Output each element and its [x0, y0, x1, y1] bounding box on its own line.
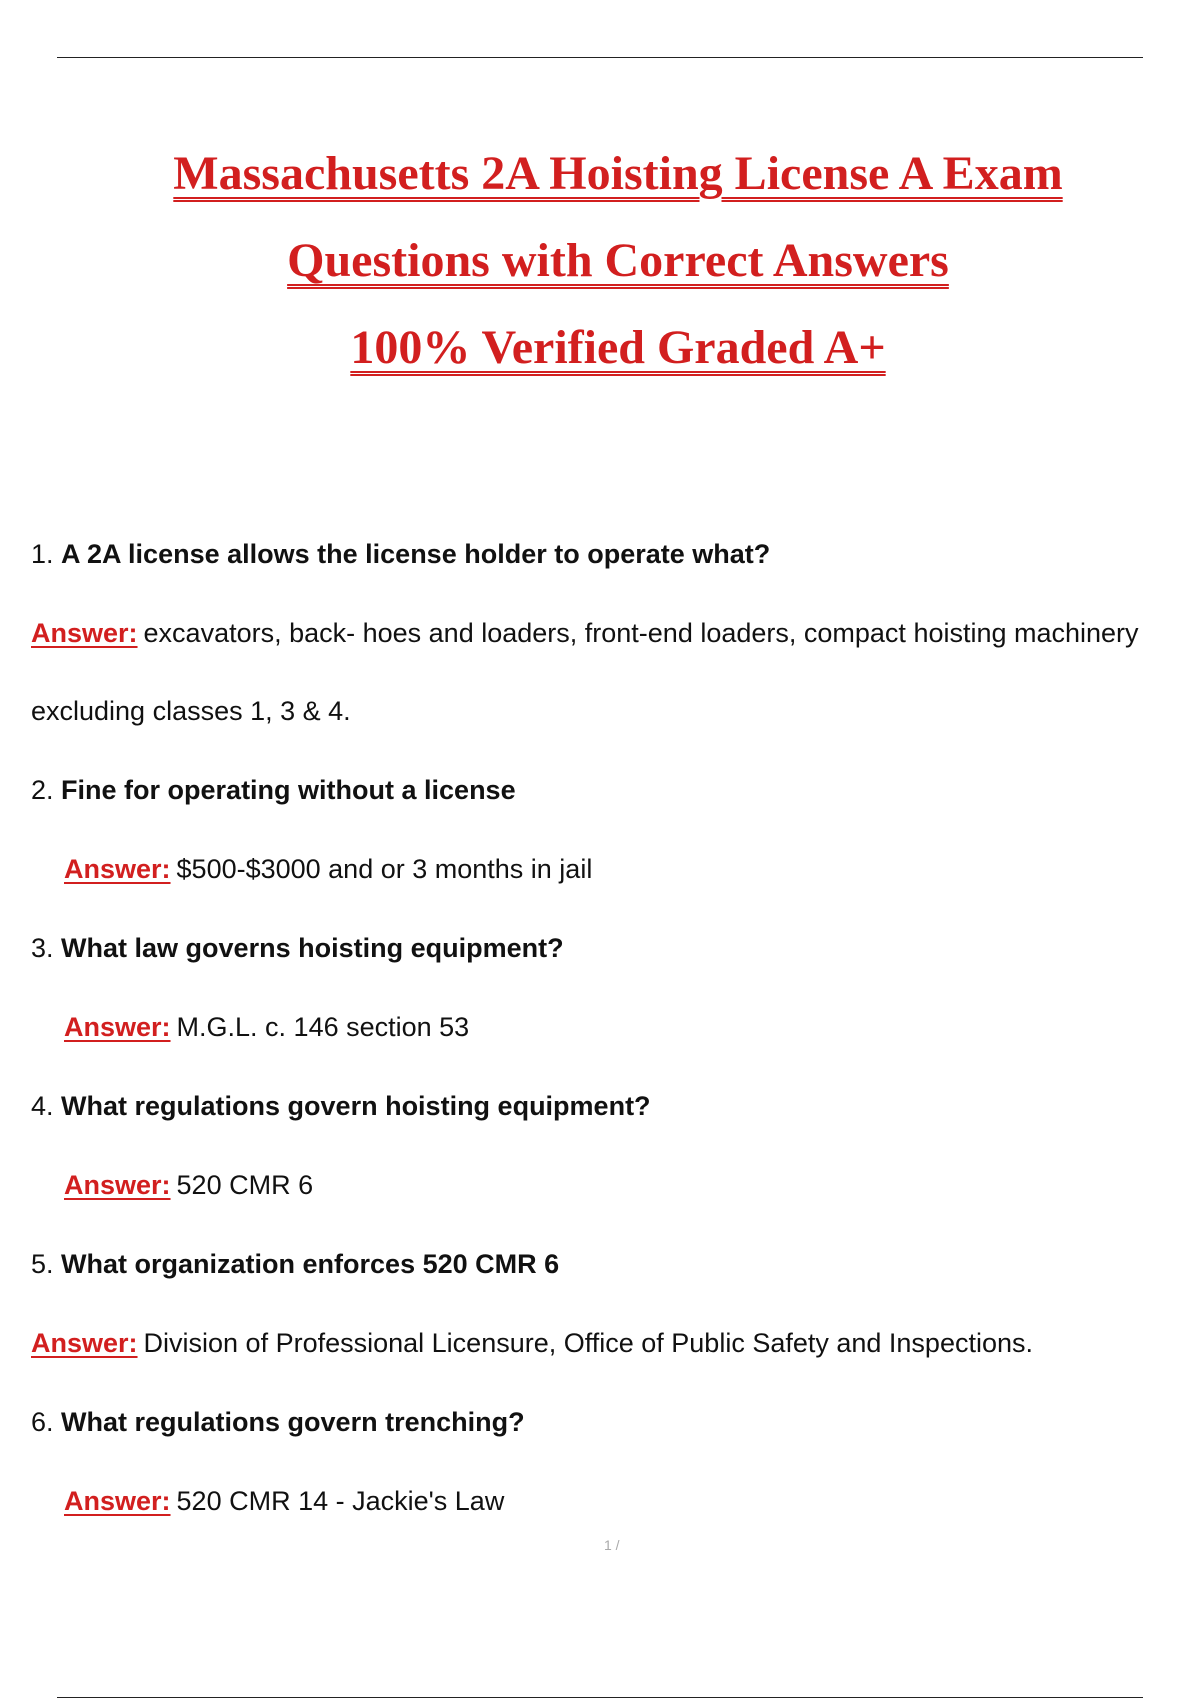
answer-5 — [31, 1330, 1033, 1357]
answer-label: Answer: — [64, 854, 171, 884]
question-text: A 2A license allows the license holder to operate what? — [61, 539, 771, 569]
question-number: 1. — [31, 539, 54, 569]
question-text: Fine for operating without a license — [61, 775, 516, 805]
footer-rule — [57, 1697, 1143, 1698]
question-4 — [31, 1093, 651, 1120]
question-text: What regulations govern trenching? — [61, 1407, 525, 1437]
answer-text: excluding classes 1, 3 & 4. — [31, 696, 351, 726]
answer-6 — [64, 1488, 504, 1515]
answer-3 — [64, 1014, 469, 1041]
answer-text: Division of Professional Licensure, Office of Public Safety and Inspections. — [143, 1328, 1034, 1358]
answer-label: Answer: — [64, 1486, 171, 1516]
answer-text: 520 CMR 6 — [176, 1170, 314, 1200]
question-6 — [31, 1409, 525, 1436]
question-3 — [31, 935, 564, 962]
question-number: 6. — [31, 1407, 54, 1437]
answer-4 — [64, 1172, 313, 1199]
answer-1 — [31, 620, 1139, 647]
answer-text: $500-$3000 and or 3 months in jail — [176, 854, 593, 884]
answer-text: excavators, back- hoes and loaders, front-end loaders, compact hoisting machinery — [143, 618, 1139, 648]
page-number: 1 / — [604, 1537, 620, 1553]
question-number: 2. — [31, 775, 54, 805]
answer-text: M.G.L. c. 146 section 53 — [176, 1012, 470, 1042]
question-5 — [31, 1251, 559, 1278]
title-line-1: Massachusetts 2A Hoisting License A Exam — [173, 147, 1063, 200]
answer-label: Answer: — [31, 1328, 138, 1358]
answer-2 — [64, 856, 592, 883]
answer-text: 520 CMR 14 - Jackie's Law — [176, 1486, 505, 1516]
question-text: What law governs hoisting equipment? — [61, 933, 564, 963]
answer-label: Answer: — [64, 1170, 171, 1200]
answer-label: Answer: — [31, 618, 138, 648]
title-line-2: Questions with Correct Answers — [287, 234, 949, 287]
question-number: 4. — [31, 1091, 54, 1121]
answer-1-continued — [31, 698, 351, 725]
question-number: 5. — [31, 1249, 54, 1279]
question-1 — [31, 541, 770, 568]
answer-label: Answer: — [64, 1012, 171, 1042]
title-line-3: 100% Verified Graded A+ — [350, 321, 886, 374]
question-text: What organization enforces 520 CMR 6 — [61, 1249, 560, 1279]
question-2 — [31, 777, 516, 804]
question-text: What regulations govern hoisting equipment? — [61, 1091, 651, 1121]
question-number: 3. — [31, 933, 54, 963]
